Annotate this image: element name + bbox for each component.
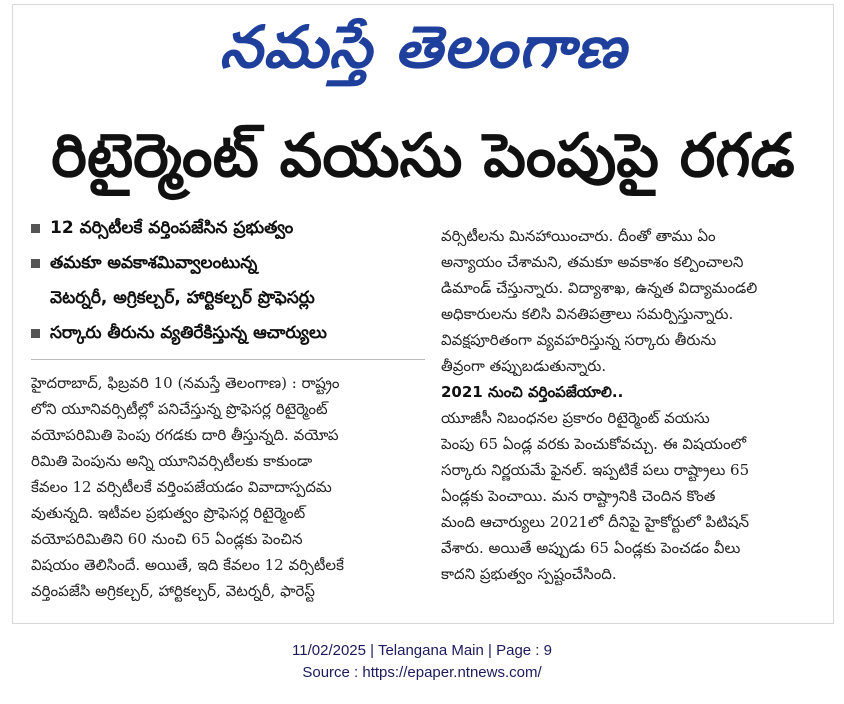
bullet-item	[31, 316, 425, 351]
footer-date-edition-page: 11/02/2025 | Telangana Main | Page : 9	[292, 642, 552, 659]
body-line: లోని యూనివర్సిటీల్లో పనిచేస్తున్న ప్రొఫెసర్ల రిటైర్మెంట్	[31, 400, 328, 418]
square-bullet-icon	[31, 329, 40, 338]
body-line: డిమాండ్ చేస్తున్నారు. విద్యాశాఖ, ఉన్నత విద్యామండలి	[441, 279, 758, 297]
body-line: ఏండ్లకు పెంచాయి. మన రాష్ట్రానికి చెందిన కొంత	[441, 487, 716, 505]
right-body-text-1	[441, 223, 817, 379]
bullet-line: సర్కారు తీరును వ్యతిరేకిస్తున్న ఆచార్యులు	[50, 323, 327, 343]
body-line: అన్యాయం చేశామని, తమకూ అవకాశం కల్పించాలని	[441, 253, 744, 271]
bullet-text	[50, 316, 327, 351]
body-line: రిమితి పెంపును అన్ని యూనివర్సిటీలకు కాకుండా	[31, 452, 313, 470]
body-line: వర్సిటీలను మినహాయించారు. దీంతో తాము ఏం	[441, 227, 716, 245]
bullet-line: తమకూ అవకాశమివ్వాలంటున్న	[50, 253, 258, 273]
body-line: వర్తింపజేసి అగ్రికల్చర్, హార్టికల్చర్, వెటర్నరీ, ఫారెస్ట్	[31, 582, 315, 600]
body-line: పెంపు 65 ఏండ్ల వరకు పెంచుకోవచ్చు. ఈ విషయంలో	[441, 435, 747, 453]
footer-source: Source : https://epaper.ntnews.com/	[302, 664, 542, 681]
body-line: వేశారు. అయితే అప్పుడు 65 ఏండ్లకు పెంచడం వీలు	[441, 539, 741, 557]
newspaper-clipping	[12, 4, 834, 624]
body-line: హైదరాబాద్, ఫిబ్రవరి 10 (నమస్తే తెలంగాణ) : రాష్ట్రం	[31, 374, 340, 392]
bullet-divider	[31, 359, 425, 360]
bullet-item	[31, 211, 425, 246]
body-line: వయోపరిమితిని 60 నుంచి 65 ఏండ్లకు పెంచిన	[31, 530, 303, 548]
body-line: వుతున్నది. ఇటీవల ప్రభుత్వం ప్రొఫెసర్ల రిటైర్మెంట్	[31, 504, 306, 522]
body-line: యూజీసీ నిబంధనల ప్రకారం రిటైర్మెంట్ వయసు	[441, 409, 710, 427]
body-line: మంది ఆచార్యులు 2021లో దీనిపై హైకోర్టులో పిటిషన్	[441, 513, 750, 531]
bullet-item	[31, 246, 425, 316]
bullet-line: వెటర్నరీ, అగ్రికల్చర్, హార్టికల్చర్ ప్రొఫెసర్లు	[50, 288, 315, 308]
article-headline: రిటైర్మెంట్ వయసు పెంపుపై రగడ	[51, 121, 795, 191]
bullet-text	[50, 246, 315, 316]
body-line: వివక్షపూరితంగా వ్యవహరిస్తున్న సర్కారు తీరును	[441, 331, 717, 349]
page-footer	[0, 640, 844, 684]
square-bullet-icon	[31, 259, 40, 268]
body-line: కేవలం 12 వర్సిటీలకే వర్తింపజేయడం వివాదాస్పదమ	[31, 478, 332, 496]
square-bullet-icon	[31, 224, 40, 233]
body-line: సర్కారు నిర్ణయమే ఫైనల్. ఇప్పటికే పలు రాష్ట్రాలు 65	[441, 461, 750, 479]
right-column	[441, 223, 817, 587]
left-column	[31, 211, 425, 604]
body-line: తీవ్రంగా తప్పుబడుతున్నారు.	[441, 357, 607, 375]
body-line: అధికారులను కలిసి వినతిపత్రాలు సమర్పిస్తున్నారు.	[441, 305, 734, 323]
highlight-bullets	[31, 211, 425, 351]
right-body-text-2	[441, 405, 817, 587]
left-body-text	[31, 370, 425, 604]
body-line: వయోపరిమితి పెంపు రగడకు దారి తీస్తున్నది. వయోప	[31, 426, 339, 444]
body-line: విషయం తెలిసిందే. అయితే, ఇది కేవలం 12 వర్సిటీలకే	[31, 556, 344, 574]
newspaper-masthead: నమస్తే తెలంగాణ	[219, 13, 627, 81]
bullet-line: 12 వర్సిటీలకే వర్తింపజేసిన ప్రభుత్వం	[50, 218, 294, 238]
article-subheading: 2021 నుంచి వర్తింపజేయాలి..	[441, 383, 624, 401]
bullet-text	[50, 211, 293, 246]
body-line: కాదని ప్రభుత్వం స్పష్టంచేసింది.	[441, 565, 617, 583]
